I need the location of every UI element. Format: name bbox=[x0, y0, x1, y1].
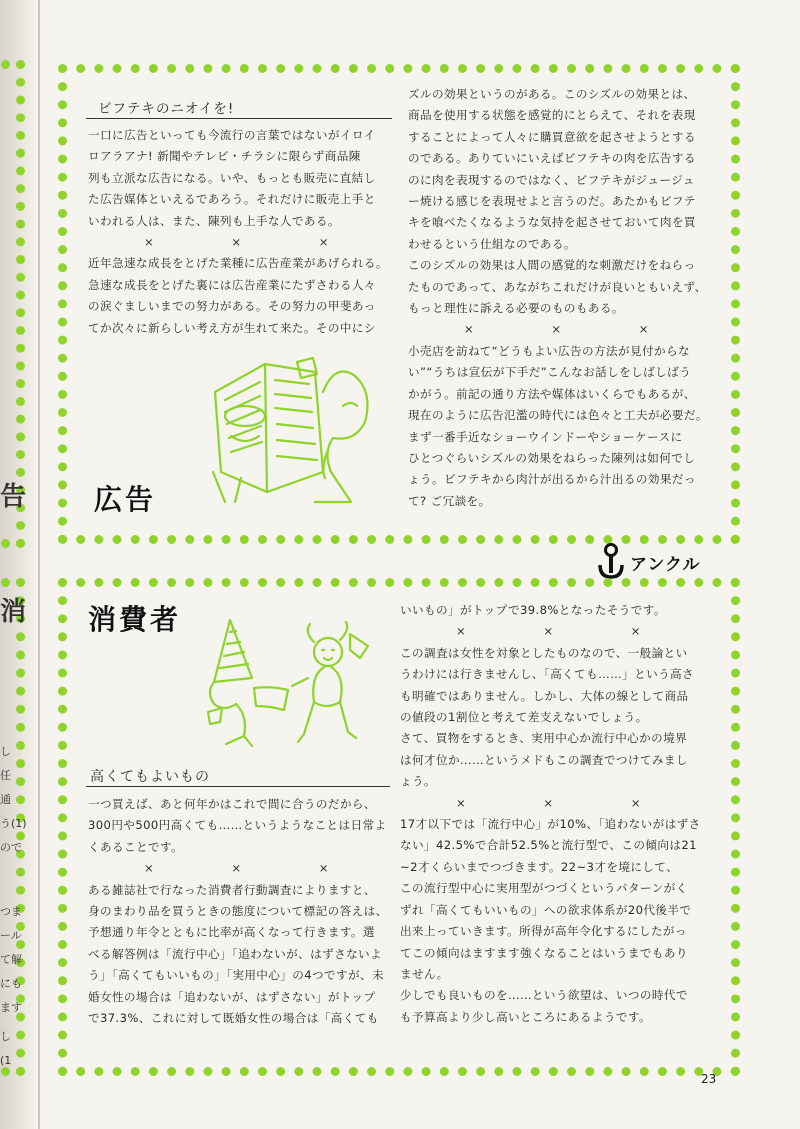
edge-char: 消 bbox=[0, 597, 27, 627]
ad-subtitle-underline bbox=[86, 118, 392, 119]
text-line: ょう。ビフテキから肉汁が出るから汁出るの効果だっ bbox=[408, 472, 696, 487]
text-line: することによって人々に購買意欲を起させようとする bbox=[408, 129, 696, 144]
text-line: 一つ買えば、あと何年かはこれで間に合うのだから、 bbox=[88, 797, 376, 811]
text-line: の涙ぐましいまでの努力がある。その努力の甲斐あっ bbox=[88, 299, 376, 314]
text-line: 商品を使用する状態を感覚的にとらえて、それを表現 bbox=[408, 108, 696, 123]
brand-name: アンクル bbox=[630, 555, 701, 575]
consumer-section-title: 消費者 bbox=[88, 603, 182, 636]
gutter-line bbox=[38, 0, 40, 1129]
text-line: 出来上っていきます。所得が高年令化するにしたがっ bbox=[400, 924, 687, 939]
section-divider: × × × bbox=[144, 861, 329, 876]
consumer-subtitle: 高くてもよいもの bbox=[90, 769, 210, 785]
section-divider: × × × bbox=[456, 795, 641, 810]
text-line: いわれる人は、また、陳列も上手な人である。 bbox=[88, 213, 340, 228]
section-divider: × × × bbox=[144, 235, 329, 250]
text-line: で37.3%、これに対して既婚女性の場合は「高くても bbox=[88, 1011, 379, 1026]
text-line: 300円や500円高くても……というようなことは日常よ bbox=[88, 818, 387, 833]
text-line: い”“うちは宣伝が下手だ”こんなお話しをしばしばう bbox=[408, 365, 692, 380]
consumer-right-column bbox=[400, 600, 701, 1028]
text-line: ~2才くらいまでつづきます。22~3才を境にして、 bbox=[400, 859, 679, 874]
text-line: ない」42.5%で合計52.5%と流行型で、この傾向は21 bbox=[400, 838, 697, 853]
text-line: 一口に広告といっても今流行の言葉ではないがイロイ bbox=[88, 128, 376, 142]
section-divider: × × × bbox=[456, 624, 641, 639]
text-line: のに肉を表現するのではなく、ビフテキがジュージュ bbox=[408, 172, 695, 187]
text-line: ません。 bbox=[400, 966, 449, 981]
newspaper-reader-illustration bbox=[205, 352, 375, 512]
text-line: の値段の1割位と考えて差支えないでしょう。 bbox=[400, 710, 648, 725]
text-line: わせるという仕組なのである。 bbox=[408, 236, 576, 251]
text-line: は何才位か……というメドもこの調査でつけてみまし bbox=[400, 752, 688, 767]
text-line: かがう。前記の通り方法や媒体はいくらでもあるが、 bbox=[408, 386, 696, 401]
text-line: くあることです。 bbox=[88, 839, 184, 854]
text-line: 小売店を訪ねて“どうもよい広告の方法が見付からな bbox=[408, 343, 690, 358]
text-line: も予算高より少し高いところにあるようです。 bbox=[400, 1009, 651, 1024]
text-line: うわけには行きませんし、「高くても……」という高さ bbox=[400, 667, 695, 682]
consumer-left-column bbox=[88, 794, 388, 1029]
text-line: て? ご冗談を。 bbox=[408, 493, 491, 508]
page-number: 23 bbox=[701, 1072, 717, 1086]
text-line: ロアラアナ! 新聞やテレビ・チラシに限らず商品陳 bbox=[88, 149, 361, 164]
text-line: たものであって、あながちこれだけが良いともいえず、 bbox=[408, 279, 707, 294]
ad-right-column bbox=[408, 84, 708, 512]
text-line: のである。ありていにいえばビフテキの肉を広告する bbox=[408, 151, 696, 166]
edge-char-column: つま ール て解 にも ます bbox=[0, 905, 22, 1014]
text-line: キを喰べたくなるような気持を起させておいて肉を買 bbox=[408, 215, 696, 230]
ad-left-column bbox=[88, 125, 388, 339]
text-line: た広告媒体といえるであろう。それだけに販売上手と bbox=[88, 192, 376, 207]
text-line: 婚女性の場合は「追わないが、はずさない」がトップ bbox=[88, 989, 376, 1004]
text-line: まず一番手近なショーウインドーやショーケースに bbox=[408, 429, 683, 444]
edge-char-column: し 任 通 う(1) ので bbox=[0, 745, 27, 854]
text-line: も明確ではありません。しかし、大体の線として商品 bbox=[400, 688, 689, 703]
text-line: ひとつぐらいシズルの効果をねらった陳列は如何でし bbox=[408, 450, 696, 465]
consumer-subtitle-underline bbox=[86, 786, 390, 787]
text-line: ょう。 bbox=[400, 774, 436, 789]
text-line: う」「高くてもいいもの」「実用中心」の4つですが、未 bbox=[88, 968, 385, 983]
text-line: 17才以下では「流行中心」が10%、「追わないがはずさ bbox=[400, 817, 701, 832]
edge-char: 告 bbox=[0, 482, 27, 512]
edge-char-column: し (1 bbox=[0, 1030, 12, 1067]
text-line: さて、買物をするとき、実用中心か流行中心かの境界 bbox=[400, 731, 688, 746]
text-line: てこの傾向はますます強くなることはいうまでもあり bbox=[400, 945, 688, 960]
text-line: このシズルの効果は人間の感覚的な刺激だけをねらっ bbox=[408, 258, 696, 273]
prev-page-frame-top bbox=[0, 60, 25, 548]
text-line: この調査は女性を対象としたものなので、一般論とい bbox=[400, 645, 688, 660]
text-line: ズルの効果というのがある。このシズルの効果とは、 bbox=[408, 87, 696, 101]
text-line: べる解答例は「流行中心」「追わないが、はずさないよ bbox=[88, 946, 383, 961]
text-line: 予想通り年令とともに比率が高くなって行きます。選 bbox=[88, 925, 375, 940]
text-line: 急速な成長をとげた裏には広告産業にたずさわる人々 bbox=[88, 277, 376, 292]
section-divider: × × × bbox=[464, 322, 649, 337]
text-line: 現在のように広告氾濫の時代には色々と工夫が必要だ。 bbox=[408, 408, 708, 423]
text-line: 少しでも良いものを……という欲望は、いつの時代で bbox=[400, 988, 688, 1003]
shoppers-illustration bbox=[200, 612, 370, 752]
text-line: この流行型中心に実用型がつづくというパターンがく bbox=[400, 881, 688, 896]
anchor-icon bbox=[598, 543, 624, 581]
text-line: ずれ「高くてもいいもの」への欲求体系が20代後半で bbox=[400, 902, 692, 917]
text-line: 身のまわり品を買うときの態度について標記の答えは、 bbox=[88, 904, 388, 919]
ad-subtitle: ビフテキのニオイを! bbox=[98, 101, 235, 117]
text-line: てか次々に新らしい考え方が生れて来た。その中にシ bbox=[88, 320, 376, 335]
text-line: 列も立派な広告になる。いや、もっとも販売に直結し bbox=[88, 170, 376, 185]
text-line: いいもの」がトップで39.8%となったそうです。 bbox=[400, 603, 666, 617]
text-line: もっと理性に訴える必要のものもある。 bbox=[408, 301, 624, 316]
ad-section-title: 広告 bbox=[94, 483, 157, 516]
text-line: ある雑誌社で行なった消費者行動調査によりますと、 bbox=[88, 882, 376, 897]
text-line: ー焼ける感じを表現せよと言うのだ。あたかもビフテ bbox=[408, 194, 696, 209]
text-line: 近年急速な成長をとげた業種に広告産業があげられる。 bbox=[88, 256, 388, 271]
